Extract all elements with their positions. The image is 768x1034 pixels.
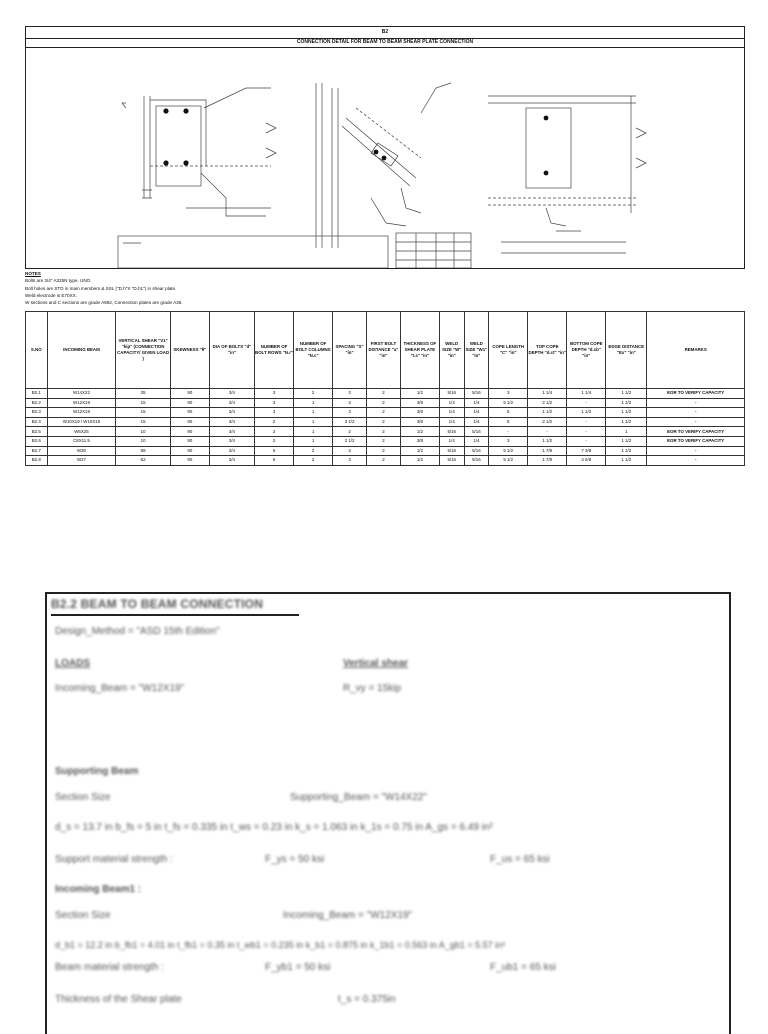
table-cell: 90 [170, 436, 209, 446]
table-cell: B2.7 [26, 446, 48, 456]
fub-value: F_ub1 = 65 ksi [490, 962, 556, 973]
table-cell: - [567, 427, 606, 437]
table-cell: 3/8 [400, 436, 439, 446]
table-cell: 6 [255, 456, 294, 466]
table-cell: 5/16 [439, 446, 464, 456]
table-cell: 1 1/4 [528, 389, 567, 399]
column-header: BOTTOM COPE DEPTH "d.cb" "in" [567, 312, 606, 389]
table-cell: 90 [170, 446, 209, 456]
table-cell: 5 1/2 [489, 446, 528, 456]
table-cell: 2 [255, 436, 294, 446]
column-header: VERTICAL SHEAR "V1" "kip" (CONNECTION CAPACITY/ GIVEN LOAD ) [116, 312, 170, 389]
table-cell: 1 [294, 427, 333, 437]
table-cell: 1 7/8 [528, 446, 567, 456]
table-cell: 1 1/2 [528, 436, 567, 446]
table-cell: 1/4 [439, 436, 464, 446]
table-cell: 3/4 [209, 446, 254, 456]
table-cell: 5/16 [464, 456, 489, 466]
table-cell: W12X19 [47, 408, 116, 418]
table-cell: 88 [116, 446, 170, 456]
table-cell: - [489, 427, 528, 437]
table-cell: 1 7/8 [528, 456, 567, 466]
table-cell: - [567, 436, 606, 446]
table-cell: 90 [170, 456, 209, 466]
table-cell: B2.6 [26, 436, 48, 446]
table-cell: 90 [170, 427, 209, 437]
fus-value: F_us = 65 ksi [490, 854, 550, 865]
support-strength-label: Support material strength : [55, 854, 173, 865]
column-header: S.NO [26, 312, 48, 389]
table-cell: 5 1/2 [489, 456, 528, 466]
table-cell: 3/8 [400, 408, 439, 418]
table-cell: 1/4 [439, 408, 464, 418]
table-cell: 1 1/2 [606, 436, 647, 446]
table-cell: 1 [294, 436, 333, 446]
column-header: NUMBER OF BOLT COLUMNS "N.c" [294, 312, 333, 389]
column-header: SKEWNESS "θ" [170, 312, 209, 389]
table-cell: 90 [170, 408, 209, 418]
table-cell: 15 [116, 417, 170, 427]
table-cell: 3 [489, 389, 528, 399]
table-cell: 1/2 [400, 446, 439, 456]
rvy-value: R_vy = 15kip [343, 683, 402, 694]
table-cell: 1 1/4 [567, 389, 606, 399]
table-cell: 2 1/2 [528, 398, 567, 408]
incoming-beam-heading: Incoming Beam1 : [55, 884, 142, 895]
table-cell: 1/2 [400, 427, 439, 437]
table-cell: B2.1 [26, 389, 48, 399]
table-cell: 1/4 [464, 417, 489, 427]
table-cell: 7 3/8 [567, 446, 606, 456]
table-cell: - [567, 417, 606, 427]
column-header: WELD SIZE "W1" "in" [464, 312, 489, 389]
table-cell: 2 1/2 [528, 417, 567, 427]
table-cell: 2 [366, 436, 400, 446]
table-cell: 3/8 [400, 417, 439, 427]
table-cell: 3 [333, 446, 367, 456]
title-underline [51, 614, 299, 616]
beam-strength-label: Beam material strength : [55, 962, 164, 973]
table-cell: - [528, 427, 567, 437]
table-cell: 2 [366, 389, 400, 399]
table-cell: 1 [606, 427, 647, 437]
table-cell: 90 [170, 417, 209, 427]
calc-title: B2.2 BEAM TO BEAM CONNECTION [51, 597, 264, 611]
design-method: Design_Method = "ASD 15th Edition" [55, 626, 220, 637]
table-cell: 1 1/2 [606, 389, 647, 399]
incoming-beam-value-2: Incoming_Beam = "W12X19" [283, 910, 413, 921]
table-cell: 2 [366, 456, 400, 466]
table-cell: 1 1/2 [528, 408, 567, 418]
drawing-svg [26, 48, 744, 268]
table-cell: 1 1/2 [606, 398, 647, 408]
table-header-row [26, 312, 745, 389]
table-cell: C8X11.5 [47, 436, 116, 446]
table-cell: 2 [366, 408, 400, 418]
note-line: Bolt holes are STD in main members & SSL ("D.h"X "D.h1") in shear plate. [25, 285, 177, 291]
table-cell: 10 [116, 427, 170, 437]
connection-schedule-table [25, 311, 745, 466]
table-cell: 5/16 [439, 456, 464, 466]
table-cell: 10 [116, 436, 170, 446]
incoming-beam-value: Incoming_Beam = "W12X19" [55, 683, 185, 694]
table-cell: 2 [294, 456, 333, 466]
table-cell: 5/16 [464, 389, 489, 399]
table-cell: 2 [333, 427, 367, 437]
table-cell: W14X22 [47, 389, 116, 399]
table-cell: - [647, 408, 745, 418]
table-cell: B2.5 [26, 427, 48, 437]
section-size-label-2: Section Size [55, 910, 111, 921]
loads-heading: LOADS [55, 658, 90, 669]
table-cell: 1 1/2 [606, 417, 647, 427]
table-cell: 3 [333, 398, 367, 408]
table-cell: 3 [333, 456, 367, 466]
table-cell: 62 [116, 456, 170, 466]
table-cell: 15 [116, 398, 170, 408]
table-cell: W10X19 / W10X15 [47, 417, 116, 427]
table-cell: 1/4 [439, 398, 464, 408]
table-cell: W30 [47, 446, 116, 456]
table-cell: B2.3 [26, 408, 48, 418]
table-cell: EOR TO VERIFY CAPACITY [647, 436, 745, 446]
table-cell: 3 [255, 398, 294, 408]
table-cell: EOR TO VERIFY CAPACITY [647, 389, 745, 399]
table-cell: 2 [255, 417, 294, 427]
table-cell: 3 [333, 408, 367, 418]
table-cell: 3/4 [209, 408, 254, 418]
table-cell: W12X19 [47, 398, 116, 408]
table-cell: 3/4 [209, 436, 254, 446]
column-header: WELD SIZE "W" "in" [439, 312, 464, 389]
table-cell: - [647, 446, 745, 456]
table-row [26, 456, 745, 466]
table-cell: B2.8 [26, 456, 48, 466]
table-row [26, 389, 745, 399]
table-cell: 5 [489, 408, 528, 418]
table-cell: 1/4 [464, 398, 489, 408]
table-row [26, 446, 745, 456]
table-cell: 3 1/2 [333, 417, 367, 427]
table-cell: 3/4 [209, 389, 254, 399]
table-cell: 5/16 [439, 389, 464, 399]
column-header: FIRST BOLT DISTANCE "a" "in" [366, 312, 400, 389]
table-cell: - [647, 456, 745, 466]
table-cell: 90 [170, 389, 209, 399]
table-cell: 1/4 [464, 436, 489, 446]
table-cell: 3/4 [209, 427, 254, 437]
table-cell: 1 1/2 [567, 408, 606, 418]
column-header: EDGE DISTANCE "Ex" "in" [606, 312, 647, 389]
table-cell: 5/16 [464, 446, 489, 456]
table-cell: 2 [366, 417, 400, 427]
column-header: COPE LENGTH "C" "in" [489, 312, 528, 389]
note-line: Bolts are 3/4" A325N type, UNO. [25, 278, 92, 284]
table-cell: B2.2 [26, 398, 48, 408]
table-row [26, 408, 745, 418]
table-cell: 3 [255, 389, 294, 399]
table-cell: - [647, 417, 745, 427]
shear-plate-label: Thickness of the Shear plate [55, 994, 182, 1005]
connection-drawing [25, 48, 745, 269]
table-cell: 3/4 [209, 417, 254, 427]
table-cell: 1 1/2 [606, 408, 647, 418]
table-cell: 2 [294, 389, 333, 399]
table-cell: 1/4 [464, 408, 489, 418]
sheet-subtitle: CONNECTION DETAIL FOR BEAM TO BEAM SHEAR PLATE CONNECTION [25, 37, 745, 48]
table-cell: W27 [47, 456, 116, 466]
table-cell: 1 [294, 398, 333, 408]
table-row [26, 398, 745, 408]
column-header: SPACING "S" "in" [333, 312, 367, 389]
incoming-beam-properties: d_b1 = 12.2 in b_fb1 = 4.01 in t_fb1 = 0.35 in t_wb1 = 0.235 in k_b1 = 0.875 in k_1b1 = 0.563 in A_gb1 = 5.57 in² [55, 940, 506, 950]
supporting-beam-heading: Supporting Beam [55, 766, 139, 777]
fys-value: F_ys = 50 ksi [265, 854, 325, 865]
table-cell: - [567, 398, 606, 408]
table-cell: 1/2 [400, 456, 439, 466]
table-cell: 1 [294, 417, 333, 427]
table-cell: 3 [489, 436, 528, 446]
table-cell: 4 5/8 [567, 456, 606, 466]
table-row [26, 436, 745, 446]
column-header: THICKNESS OF SHEAR PLATE "t.s" "in" [400, 312, 439, 389]
supporting-beam-properties: d_s = 13.7 in b_fs = 5 in t_fs = 0.335 in t_ws = 0.23 in k_s = 1.063 in k_1s = 0.75 in A_gs = 6.49 in² [55, 822, 493, 833]
table-cell: 1 1/2 [606, 456, 647, 466]
table-cell: 2 [366, 446, 400, 456]
table-cell: 3/8 [400, 398, 439, 408]
table-cell: 1/4 [439, 417, 464, 427]
supporting-beam-value: Supporting_Beam = "W14X22" [290, 792, 427, 803]
column-header: NUMBER OF BOLT ROWS "N.r" [255, 312, 294, 389]
table-row [26, 427, 745, 437]
table-cell: 5/16 [464, 427, 489, 437]
notes-block [25, 270, 743, 306]
table-cell: EOR TO VERIFY CAPACITY [647, 427, 745, 437]
table-cell: B2.4 [26, 417, 48, 427]
table-cell: 15 [116, 408, 170, 418]
table-cell: 3/4 [209, 398, 254, 408]
vertical-shear-heading: Vertical shear [343, 658, 409, 669]
column-header: DIA OF BOLTS "d" "in" [209, 312, 254, 389]
notes-heading: NOTES [25, 271, 41, 276]
column-header: INCOMING BEAM [47, 312, 116, 389]
table-cell: 5 1/2 [489, 398, 528, 408]
table-row [26, 417, 745, 427]
table-cell: 1 [294, 408, 333, 418]
sheet-title: B2 [25, 26, 745, 39]
table-cell: 1 1/2 [606, 446, 647, 456]
ts-value: t_s = 0.375in [338, 994, 396, 1005]
table-cell: 35 [116, 389, 170, 399]
table-cell: 2 [294, 446, 333, 456]
table-cell: 5 [489, 417, 528, 427]
column-header: TOP COPE DEPTH "d.ct" "in" [528, 312, 567, 389]
table-cell: 2 [366, 398, 400, 408]
table-cell: 2 [255, 427, 294, 437]
table-cell: - [647, 398, 745, 408]
table-cell: 90 [170, 398, 209, 408]
table-cell: 5/16 [439, 427, 464, 437]
table-cell: 6 [255, 446, 294, 456]
table-cell: 2 [366, 427, 400, 437]
table-cell: 3/4 [209, 456, 254, 466]
note-line: W sections and C sections are grade A992, Connection plates are grade A36. [25, 300, 183, 306]
table-cell: 3 [255, 408, 294, 418]
section-size-label: Section Size [55, 792, 111, 803]
table-cell: W6X25 [47, 427, 116, 437]
table-cell: 1/2 [400, 389, 439, 399]
table-cell: 3 [333, 389, 367, 399]
column-header: REMARKS [647, 312, 745, 389]
fyb-value: F_yb1 = 50 ksi [265, 962, 331, 973]
table-cell: 2 1/2 [333, 436, 367, 446]
note-line: Weld electrode is E70XX. [25, 292, 78, 298]
